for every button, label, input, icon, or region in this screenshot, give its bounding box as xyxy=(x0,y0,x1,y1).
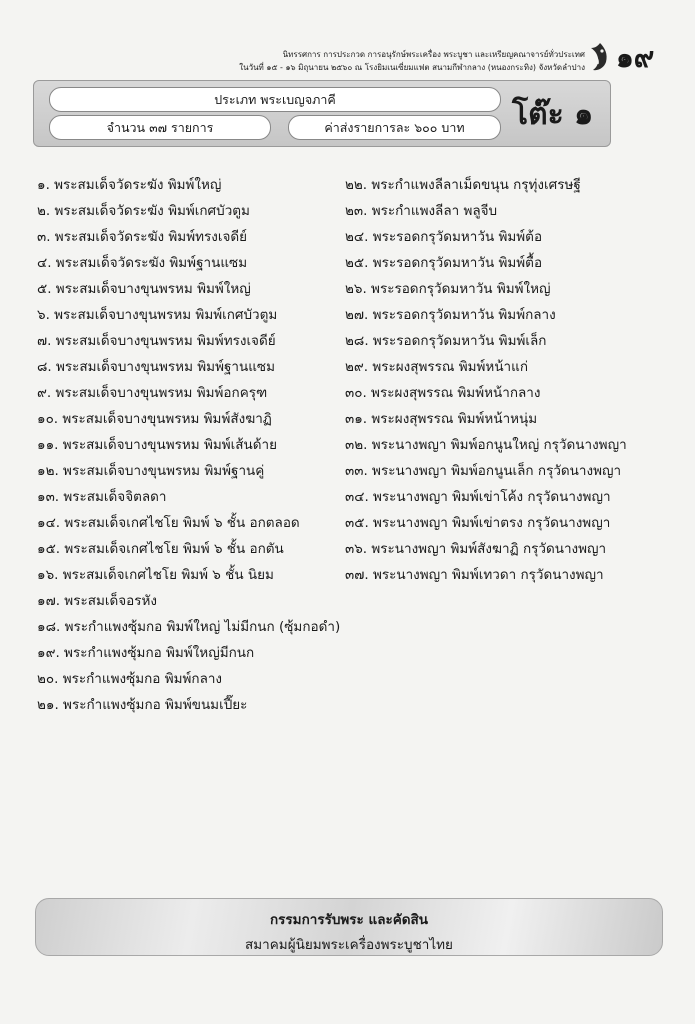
list-item: ๑๓. พระสมเด็จจิตลดา xyxy=(37,489,167,505)
footer-association-name: สมาคมผู้นิยมพระเครื่องพระบูชาไทย xyxy=(245,937,453,953)
list-item: ๑. พระสมเด็จวัดระฆัง พิมพ์ใหญ่ xyxy=(37,177,222,193)
thai-ornament-logo-icon xyxy=(588,42,612,72)
list-item: ๕. พระสมเด็จบางขุนพรหม พิมพ์ใหญ่ xyxy=(37,281,251,297)
list-item: ๒๖. พระรอดกรุวัดมหาวัน พิมพ์ใหญ่ xyxy=(345,281,551,297)
list-item: ๓๐. พระผงสุพรรณ พิมพ์หน้ากลาง xyxy=(345,385,541,401)
list-item: ๓๖. พระนางพญา พิมพ์สังฆาฏิ กรุวัดนางพญา xyxy=(345,541,607,557)
list-item: ๒๙. พระผงสุพรรณ พิมพ์หน้าแก่ xyxy=(345,359,529,375)
table-number: โต๊ะ ๑ xyxy=(512,97,594,132)
list-item: ๒๗. พระรอดกรุวัดมหาวัน พิมพ์กลาง xyxy=(345,307,556,323)
list-item: ๒๕. พระรอดกรุวัดมหาวัน พิมพ์ตื้อ xyxy=(345,255,543,271)
list-item: ๑๕. พระสมเด็จเกศไชโย พิมพ์ ๖ ชั้น อกตัน xyxy=(37,541,284,557)
list-item: ๑๐. พระสมเด็จบางขุนพรหม พิมพ์สังฆาฏิ xyxy=(37,411,272,427)
list-item: ๖. พระสมเด็จบางขุนพรหม พิมพ์เกศบัวตูม xyxy=(37,307,278,323)
list-item: ๙. พระสมเด็จบางขุนพรหม พิมพ์อกครุฑ xyxy=(37,385,268,401)
list-item: ๓๗. พระนางพญา พิมพ์เทวดา กรุวัดนางพญา xyxy=(345,567,604,583)
list-item: ๑๒. พระสมเด็จบางขุนพรหม พิมพ์ฐานคู่ xyxy=(37,463,265,479)
footer-committee-title: กรรมการรับพระ และคัดสิน xyxy=(270,912,428,928)
list-item: ๓๑. พระผงสุพรรณ พิมพ์หน้าหนุ่ม xyxy=(345,411,538,427)
list-item: ๗. พระสมเด็จบางขุนพรหม พิมพ์ทรงเจดีย์ xyxy=(37,333,276,349)
list-item: ๒๓. พระกำแพงลีลา พลูจีบ xyxy=(345,203,498,219)
list-item: ๒. พระสมเด็จวัดระฆัง พิมพ์เกศบัวตูม xyxy=(37,203,250,219)
list-item: ๒๔. พระรอดกรุวัดมหาวัน พิมพ์ต้อ xyxy=(345,229,543,245)
list-item: ๑๑. พระสมเด็จบางขุนพรหม พิมพ์เส้นด้าย xyxy=(37,437,278,453)
page-number: ๑๙ xyxy=(616,41,655,74)
item-count-label: จำนวน ๓๗ รายการ xyxy=(49,115,271,140)
list-item: ๑๔. พระสมเด็จเกศไชโย พิมพ์ ๖ ชั้น อกตลอด xyxy=(37,515,300,531)
list-item: ๑๖. พระสมเด็จเกศไชโย พิมพ์ ๖ ชั้น นิยม xyxy=(37,567,274,583)
list-item: ๒๒. พระกำแพงลีลาเม็ดขนุน กรุทุ่งเศรษฐี xyxy=(345,177,581,193)
list-item: ๒๑. พระกำแพงซุ้มกอ พิมพ์ขนมเปี๊ยะ xyxy=(37,697,248,713)
list-item: ๓๓. พระนางพญา พิมพ์อกนูนเล็ก กรุวัดนางพญา xyxy=(345,463,622,479)
amulet-list-right xyxy=(345,172,675,588)
footer-banner xyxy=(35,898,663,956)
list-item: ๔. พระสมเด็จวัดระฆัง พิมพ์ฐานแซม xyxy=(37,255,248,271)
header-event-title: นิทรรศการ การประกวด การอนุรักษ์พระเครื่อง พระบูชา และเหรียญคณาจารย์ทั่วประเทศ xyxy=(282,50,585,59)
list-item: ๓๔. พระนางพญา พิมพ์เข่าโค้ง กรุวัดนางพญา xyxy=(345,489,611,505)
header-event-date-venue: ในวันที่ ๑๕ - ๑๖ มิถุนายน ๒๕๖๐ ณ โรงยิมเนเซี่ยมแฟต สนามกีฬากลาง (หนองกระทิง) จังหวัดลำปาง xyxy=(239,63,585,72)
list-item: ๑๙. พระกำแพงซุ้มกอ พิมพ์ใหญ่มีกนก xyxy=(37,645,255,661)
list-item: ๘. พระสมเด็จบางขุนพรหม พิมพ์ฐานแซม xyxy=(37,359,275,375)
amulet-list-left xyxy=(37,172,357,718)
list-item: ๓. พระสมเด็จวัดระฆัง พิมพ์ทรงเจดีย์ xyxy=(37,229,248,245)
list-item: ๑๘. พระกำแพงซุ้มกอ พิมพ์ใหญ่ ไม่มีกนก (ซุ้มกอดำ) xyxy=(37,619,341,635)
category-type-label: ประเภท พระเบญจภาคี xyxy=(49,87,501,112)
category-banner xyxy=(33,80,611,147)
list-item: ๓๕. พระนางพญา พิมพ์เข่าตรง กรุวัดนางพญา xyxy=(345,515,611,531)
entry-fee-label: ค่าส่งรายการละ ๖๐๐ บาท xyxy=(288,115,501,140)
list-item: ๒๘. พระรอดกรุวัดมหาวัน พิมพ์เล็ก xyxy=(345,333,547,349)
list-item: ๑๗. พระสมเด็จอรหัง xyxy=(37,593,157,609)
list-item: ๓๒. พระนางพญา พิมพ์อกนูนใหญ่ กรุวัดนางพญา xyxy=(345,437,627,453)
list-item: ๒๐. พระกำแพงซุ้มกอ พิมพ์กลาง xyxy=(37,671,223,687)
